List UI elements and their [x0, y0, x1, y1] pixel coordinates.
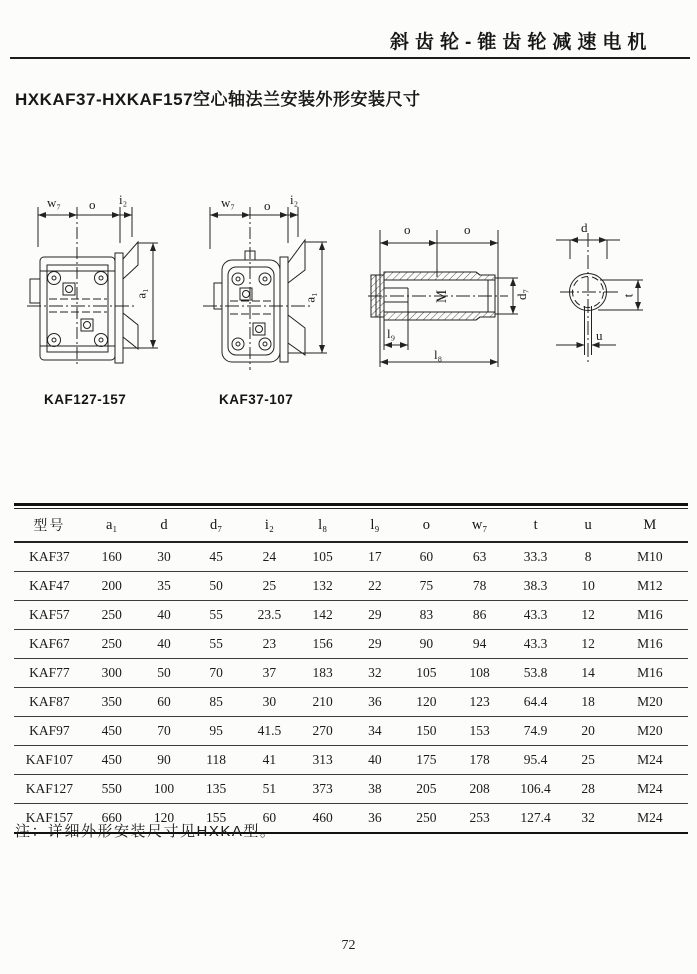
value-cell: 18 — [565, 688, 612, 717]
model-cell: KAF97 — [14, 717, 85, 746]
value-cell: 118 — [189, 746, 243, 775]
model-cell: KAF87 — [14, 688, 85, 717]
value-cell: 55 — [189, 630, 243, 659]
value-cell: 70 — [139, 717, 190, 746]
value-cell: 60 — [139, 688, 190, 717]
value-cell: 20 — [565, 717, 612, 746]
dim-label-w7: w₇ — [47, 195, 61, 210]
value-cell: M24 — [612, 775, 688, 804]
value-cell: 350 — [85, 688, 139, 717]
value-cell: 60 — [243, 804, 296, 834]
value-cell: 83 — [400, 601, 453, 630]
value-cell: 10 — [565, 572, 612, 601]
value-cell: 24 — [243, 542, 296, 572]
value-cell: 41 — [243, 746, 296, 775]
value-cell: M16 — [612, 601, 688, 630]
dim-label-w7: w₇ — [221, 195, 235, 210]
table-row — [14, 630, 688, 659]
value-cell: 200 — [85, 572, 139, 601]
page-title: HXKAF37-HXKAF157空心轴法兰安装外形安装尺寸 — [15, 90, 421, 109]
value-cell: 105 — [296, 542, 350, 572]
value-cell: 23.5 — [243, 601, 296, 630]
value-cell: 660 — [85, 804, 139, 834]
table-row — [14, 717, 688, 746]
value-cell: 53.8 — [507, 659, 565, 688]
value-cell: 40 — [139, 601, 190, 630]
dim-label-a1: a₁ — [302, 292, 318, 303]
value-cell: 28 — [565, 775, 612, 804]
value-cell: 25 — [243, 572, 296, 601]
value-cell: 208 — [453, 775, 507, 804]
column-header: M — [612, 509, 688, 543]
footnote: 注：详细外形安装尺寸见HXKA型。 — [15, 823, 277, 840]
value-cell: 90 — [139, 746, 190, 775]
value-cell: 50 — [139, 659, 190, 688]
value-cell: 175 — [400, 746, 453, 775]
value-cell: 120 — [400, 688, 453, 717]
value-cell: 105 — [400, 659, 453, 688]
value-cell: 94 — [453, 630, 507, 659]
table-row — [14, 746, 688, 775]
dimension-table — [14, 508, 688, 834]
value-cell: 300 — [85, 659, 139, 688]
column-header: t — [507, 509, 565, 543]
table-row — [14, 601, 688, 630]
table-row — [14, 572, 688, 601]
value-cell: 70 — [189, 659, 243, 688]
value-cell: M16 — [612, 630, 688, 659]
value-cell: 25 — [565, 746, 612, 775]
value-cell: 8 — [565, 542, 612, 572]
model-cell: KAF37 — [14, 542, 85, 572]
value-cell: 12 — [565, 601, 612, 630]
dimension-table-wrap — [14, 503, 688, 834]
value-cell: 23 — [243, 630, 296, 659]
table-row — [14, 775, 688, 804]
value-cell: 43.3 — [507, 630, 565, 659]
value-cell: 132 — [296, 572, 350, 601]
value-cell: M20 — [612, 717, 688, 746]
value-cell: 36 — [350, 804, 401, 834]
value-cell: 34 — [350, 717, 401, 746]
gearbox-front-drawing — [195, 185, 360, 370]
value-cell: 86 — [453, 601, 507, 630]
dim-label-d7: d₇ — [514, 288, 530, 301]
column-header: w₇ — [453, 509, 507, 543]
figure-gearbox-kaf127-157 — [25, 185, 210, 370]
value-cell: 460 — [296, 804, 350, 834]
model-cell: KAF127 — [14, 775, 85, 804]
value-cell: 30 — [243, 688, 296, 717]
column-header: d — [139, 509, 190, 543]
value-cell: 100 — [139, 775, 190, 804]
dim-label-u: u — [596, 328, 603, 343]
dim-label-m-thread: M — [434, 289, 451, 304]
table-header-row — [14, 509, 688, 543]
value-cell: 45 — [189, 542, 243, 572]
header-rule — [10, 57, 690, 59]
value-cell: 50 — [189, 572, 243, 601]
value-cell: 142 — [296, 601, 350, 630]
figure-hollow-shaft-section — [368, 205, 548, 380]
column-header: o — [400, 509, 453, 543]
page-header-title: 斜齿轮-锥齿轮减速电机 — [390, 32, 653, 53]
value-cell: 106.4 — [507, 775, 565, 804]
value-cell: 135 — [189, 775, 243, 804]
value-cell: 32 — [565, 804, 612, 834]
value-cell: 55 — [189, 601, 243, 630]
value-cell: 75 — [400, 572, 453, 601]
value-cell: 127.4 — [507, 804, 565, 834]
dim-label-a1: a₁ — [133, 288, 149, 299]
value-cell: 270 — [296, 717, 350, 746]
value-cell: 22 — [350, 572, 401, 601]
dim-label-o: o — [89, 197, 96, 212]
value-cell: 85 — [189, 688, 243, 717]
value-cell: M24 — [612, 746, 688, 775]
column-header: u — [565, 509, 612, 543]
value-cell: M24 — [612, 804, 688, 834]
column-header: 型号 — [14, 509, 85, 543]
column-header: a₁ — [85, 509, 139, 543]
value-cell: 373 — [296, 775, 350, 804]
value-cell: 123 — [453, 688, 507, 717]
value-cell: 36 — [350, 688, 401, 717]
value-cell: 30 — [139, 542, 190, 572]
value-cell: 250 — [85, 630, 139, 659]
dim-label-i2: i₂ — [290, 192, 299, 207]
dim-label-l9: l₉ — [387, 326, 396, 341]
model-cell: KAF107 — [14, 746, 85, 775]
value-cell: 74.9 — [507, 717, 565, 746]
model-cell: KAF47 — [14, 572, 85, 601]
value-cell: 250 — [85, 601, 139, 630]
value-cell: 90 — [400, 630, 453, 659]
value-cell: 37 — [243, 659, 296, 688]
dim-label-i2: i₂ — [119, 192, 128, 207]
value-cell: 95 — [189, 717, 243, 746]
figure-gearbox-kaf37-107 — [195, 185, 360, 370]
column-header: l₈ — [296, 509, 350, 543]
value-cell: 450 — [85, 746, 139, 775]
value-cell: 205 — [400, 775, 453, 804]
value-cell: 120 — [139, 804, 190, 834]
dim-label-o-left: o — [404, 222, 411, 237]
value-cell: 313 — [296, 746, 350, 775]
value-cell: 450 — [85, 717, 139, 746]
value-cell: 550 — [85, 775, 139, 804]
gearbox-front-drawing — [25, 185, 210, 370]
value-cell: M16 — [612, 659, 688, 688]
figure-caption-kaf37-107: KAF37-107 — [219, 392, 294, 407]
value-cell: 108 — [453, 659, 507, 688]
model-cell: KAF77 — [14, 659, 85, 688]
value-cell: M10 — [612, 542, 688, 572]
value-cell: 60 — [400, 542, 453, 572]
dim-label-l8: l₈ — [434, 347, 443, 362]
value-cell: 156 — [296, 630, 350, 659]
value-cell: M20 — [612, 688, 688, 717]
value-cell: 63 — [453, 542, 507, 572]
value-cell: 160 — [85, 542, 139, 572]
value-cell: 29 — [350, 630, 401, 659]
value-cell: 64.4 — [507, 688, 565, 717]
value-cell: 43.3 — [507, 601, 565, 630]
table-row — [14, 659, 688, 688]
dim-label-o: o — [264, 198, 271, 213]
dim-label-o-right: o — [464, 222, 471, 237]
figure-caption-kaf127-157: KAF127-157 — [44, 392, 127, 407]
value-cell: 253 — [453, 804, 507, 834]
value-cell: 14 — [565, 659, 612, 688]
value-cell: 17 — [350, 542, 401, 572]
dim-label-t: t — [620, 293, 636, 298]
value-cell: 41.5 — [243, 717, 296, 746]
column-header: l₉ — [350, 509, 401, 543]
model-cell: KAF67 — [14, 630, 85, 659]
value-cell: 78 — [453, 572, 507, 601]
value-cell: 33.3 — [507, 542, 565, 572]
value-cell: 183 — [296, 659, 350, 688]
value-cell: 153 — [453, 717, 507, 746]
value-cell: 38 — [350, 775, 401, 804]
value-cell: 29 — [350, 601, 401, 630]
column-header: d₇ — [189, 509, 243, 543]
value-cell: 12 — [565, 630, 612, 659]
value-cell: 95.4 — [507, 746, 565, 775]
figure-bore-cross-section — [548, 205, 693, 380]
value-cell: 32 — [350, 659, 401, 688]
value-cell: 155 — [189, 804, 243, 834]
value-cell: M12 — [612, 572, 688, 601]
value-cell: 210 — [296, 688, 350, 717]
value-cell: 35 — [139, 572, 190, 601]
model-cell: KAF157 — [14, 804, 85, 834]
value-cell: 250 — [400, 804, 453, 834]
dim-label-d: d — [581, 220, 588, 235]
value-cell: 150 — [400, 717, 453, 746]
value-cell: 51 — [243, 775, 296, 804]
value-cell: 178 — [453, 746, 507, 775]
column-header: i₂ — [243, 509, 296, 543]
value-cell: 38.3 — [507, 572, 565, 601]
dimension-table-body — [14, 542, 688, 833]
table-row — [14, 542, 688, 572]
model-cell: KAF57 — [14, 601, 85, 630]
table-row — [14, 688, 688, 717]
value-cell: 40 — [139, 630, 190, 659]
page-number: 72 — [341, 938, 356, 953]
value-cell: 40 — [350, 746, 401, 775]
